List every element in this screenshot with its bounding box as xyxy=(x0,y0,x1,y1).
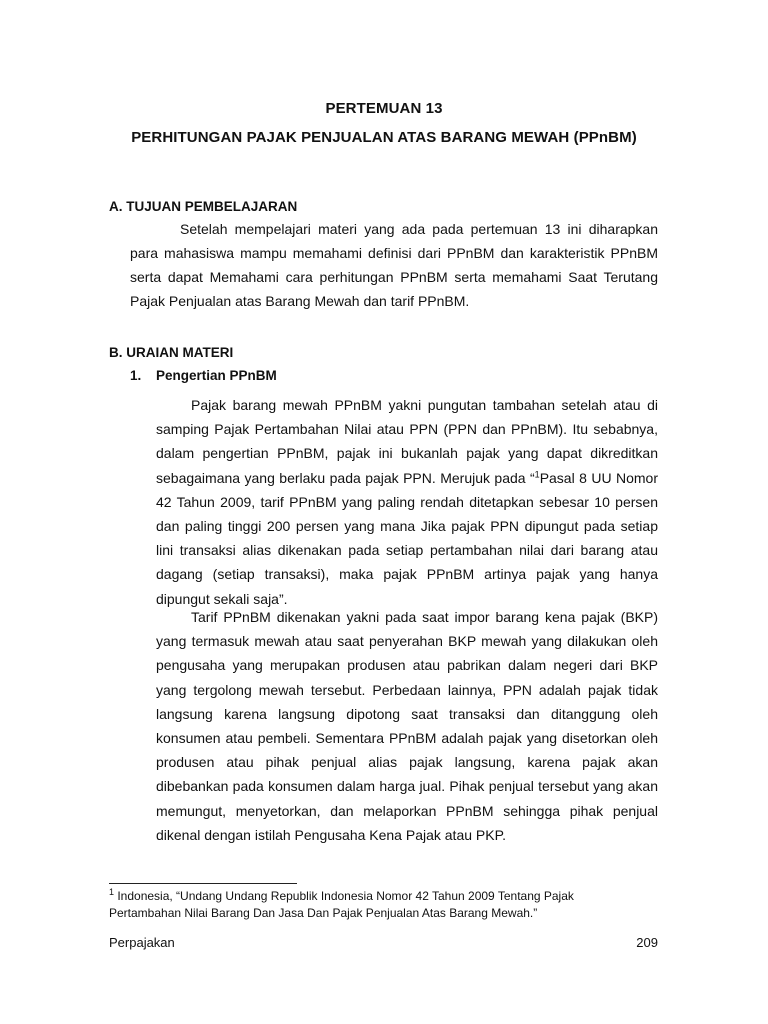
subsection-title: Pengertian PPnBM xyxy=(156,368,277,383)
footnote-reference[interactable]: 1 xyxy=(534,468,540,479)
footnote-text: Indonesia, “Undang Undang Republik Indonesia Nomor 42 Tahun 2009 Tentang Pajak Pertambahan Nilai Barang Dan Jasa Dan Pajak Penjualan Atas Barang Mewah.” xyxy=(109,889,574,920)
section-a-heading: A. TUJUAN PEMBELAJARAN xyxy=(109,199,298,214)
footer-subject: Perpajakan xyxy=(109,935,175,950)
para1-text-start: Pajak barang mewah PPnBM yakni pungutan tambahan setelah atau di samping Pajak Pertambahan Nilai atau PPN (PPN dan PPnBM). Itu sebabnya, dalam pengertian PPnBM, pajak ini bukanlah pajak yang dapat dikreditkan sebagaimana yang berlaku pada pajak PPN. Merujuk pada “ xyxy=(156,397,658,486)
body-paragraph-2 xyxy=(156,605,658,847)
footnote xyxy=(109,888,629,922)
section-a-text: Setelah mempelajari materi yang ada pada pertemuan 13 ini diharapkan para mahasiswa mampu memahami definisi dari PPnBM dan karakteristik PPnBM serta dapat Memahami cara perhitungan PPnBM serta memahami Saat Terutang Pajak Penjualan atas Barang Mewah dan tarif PPnBM. xyxy=(130,221,658,309)
meeting-title: PERTEMUAN 13 xyxy=(325,100,443,117)
body-paragraph-1 xyxy=(156,393,658,611)
section-b-heading: B. URAIAN MATERI xyxy=(109,345,234,360)
page-number: 209 xyxy=(636,935,658,950)
page-title: PERHITUNGAN PAJAK PENJUALAN ATAS BARANG MEWAH (PPnBM) xyxy=(131,129,637,146)
subsection-number: 1. xyxy=(130,368,142,383)
footnote-divider xyxy=(109,883,297,884)
para2-text: Tarif PPnBM dikenakan yakni pada saat impor barang kena pajak (BKP) yang termasuk mewah atau saat penyerahan BKP mewah yang dilakukan oleh pengusaha yang merupakan produsen atau pabrikan dalam negeri dari BKP yang tergolong mewah tersebut. Perbedaan lainnya, PPN adalah pajak tidak langsung karena langsung dipotong saat transaksi dan ditanggung oleh konsumen atau pembeli. Sementara PPnBM adalah pajak yang disetorkan oleh produsen atau pihak penjual alias pajak langsung, karena pajak akan dibebankan pada konsumen dalam harga jual. Pihak penjual tersebut yang akan memungut, menyetorkan, dan melaporkan PPnBM sehingga pihak penjual dikenal dengan istilah Pengusaha Kena Pajak atau PKP. xyxy=(156,609,658,843)
footnote-marker: 1 xyxy=(109,887,115,897)
para1-text-end: Pasal 8 UU Nomor 42 Tahun 2009, tarif PPnBM yang paling rendah ditetapkan sebesar 10 persen dan paling tinggi 200 persen yang mana Jika pajak PPN dipungut pada setiap lini transaksi alias dikenakan pada setiap pertambahan nilai dari barang atau dagang (setiap transaksi), maka pajak PPnBM artinya pajak yang hanya dipungut sekali saja”. xyxy=(156,469,659,607)
section-a-paragraph xyxy=(130,217,658,313)
